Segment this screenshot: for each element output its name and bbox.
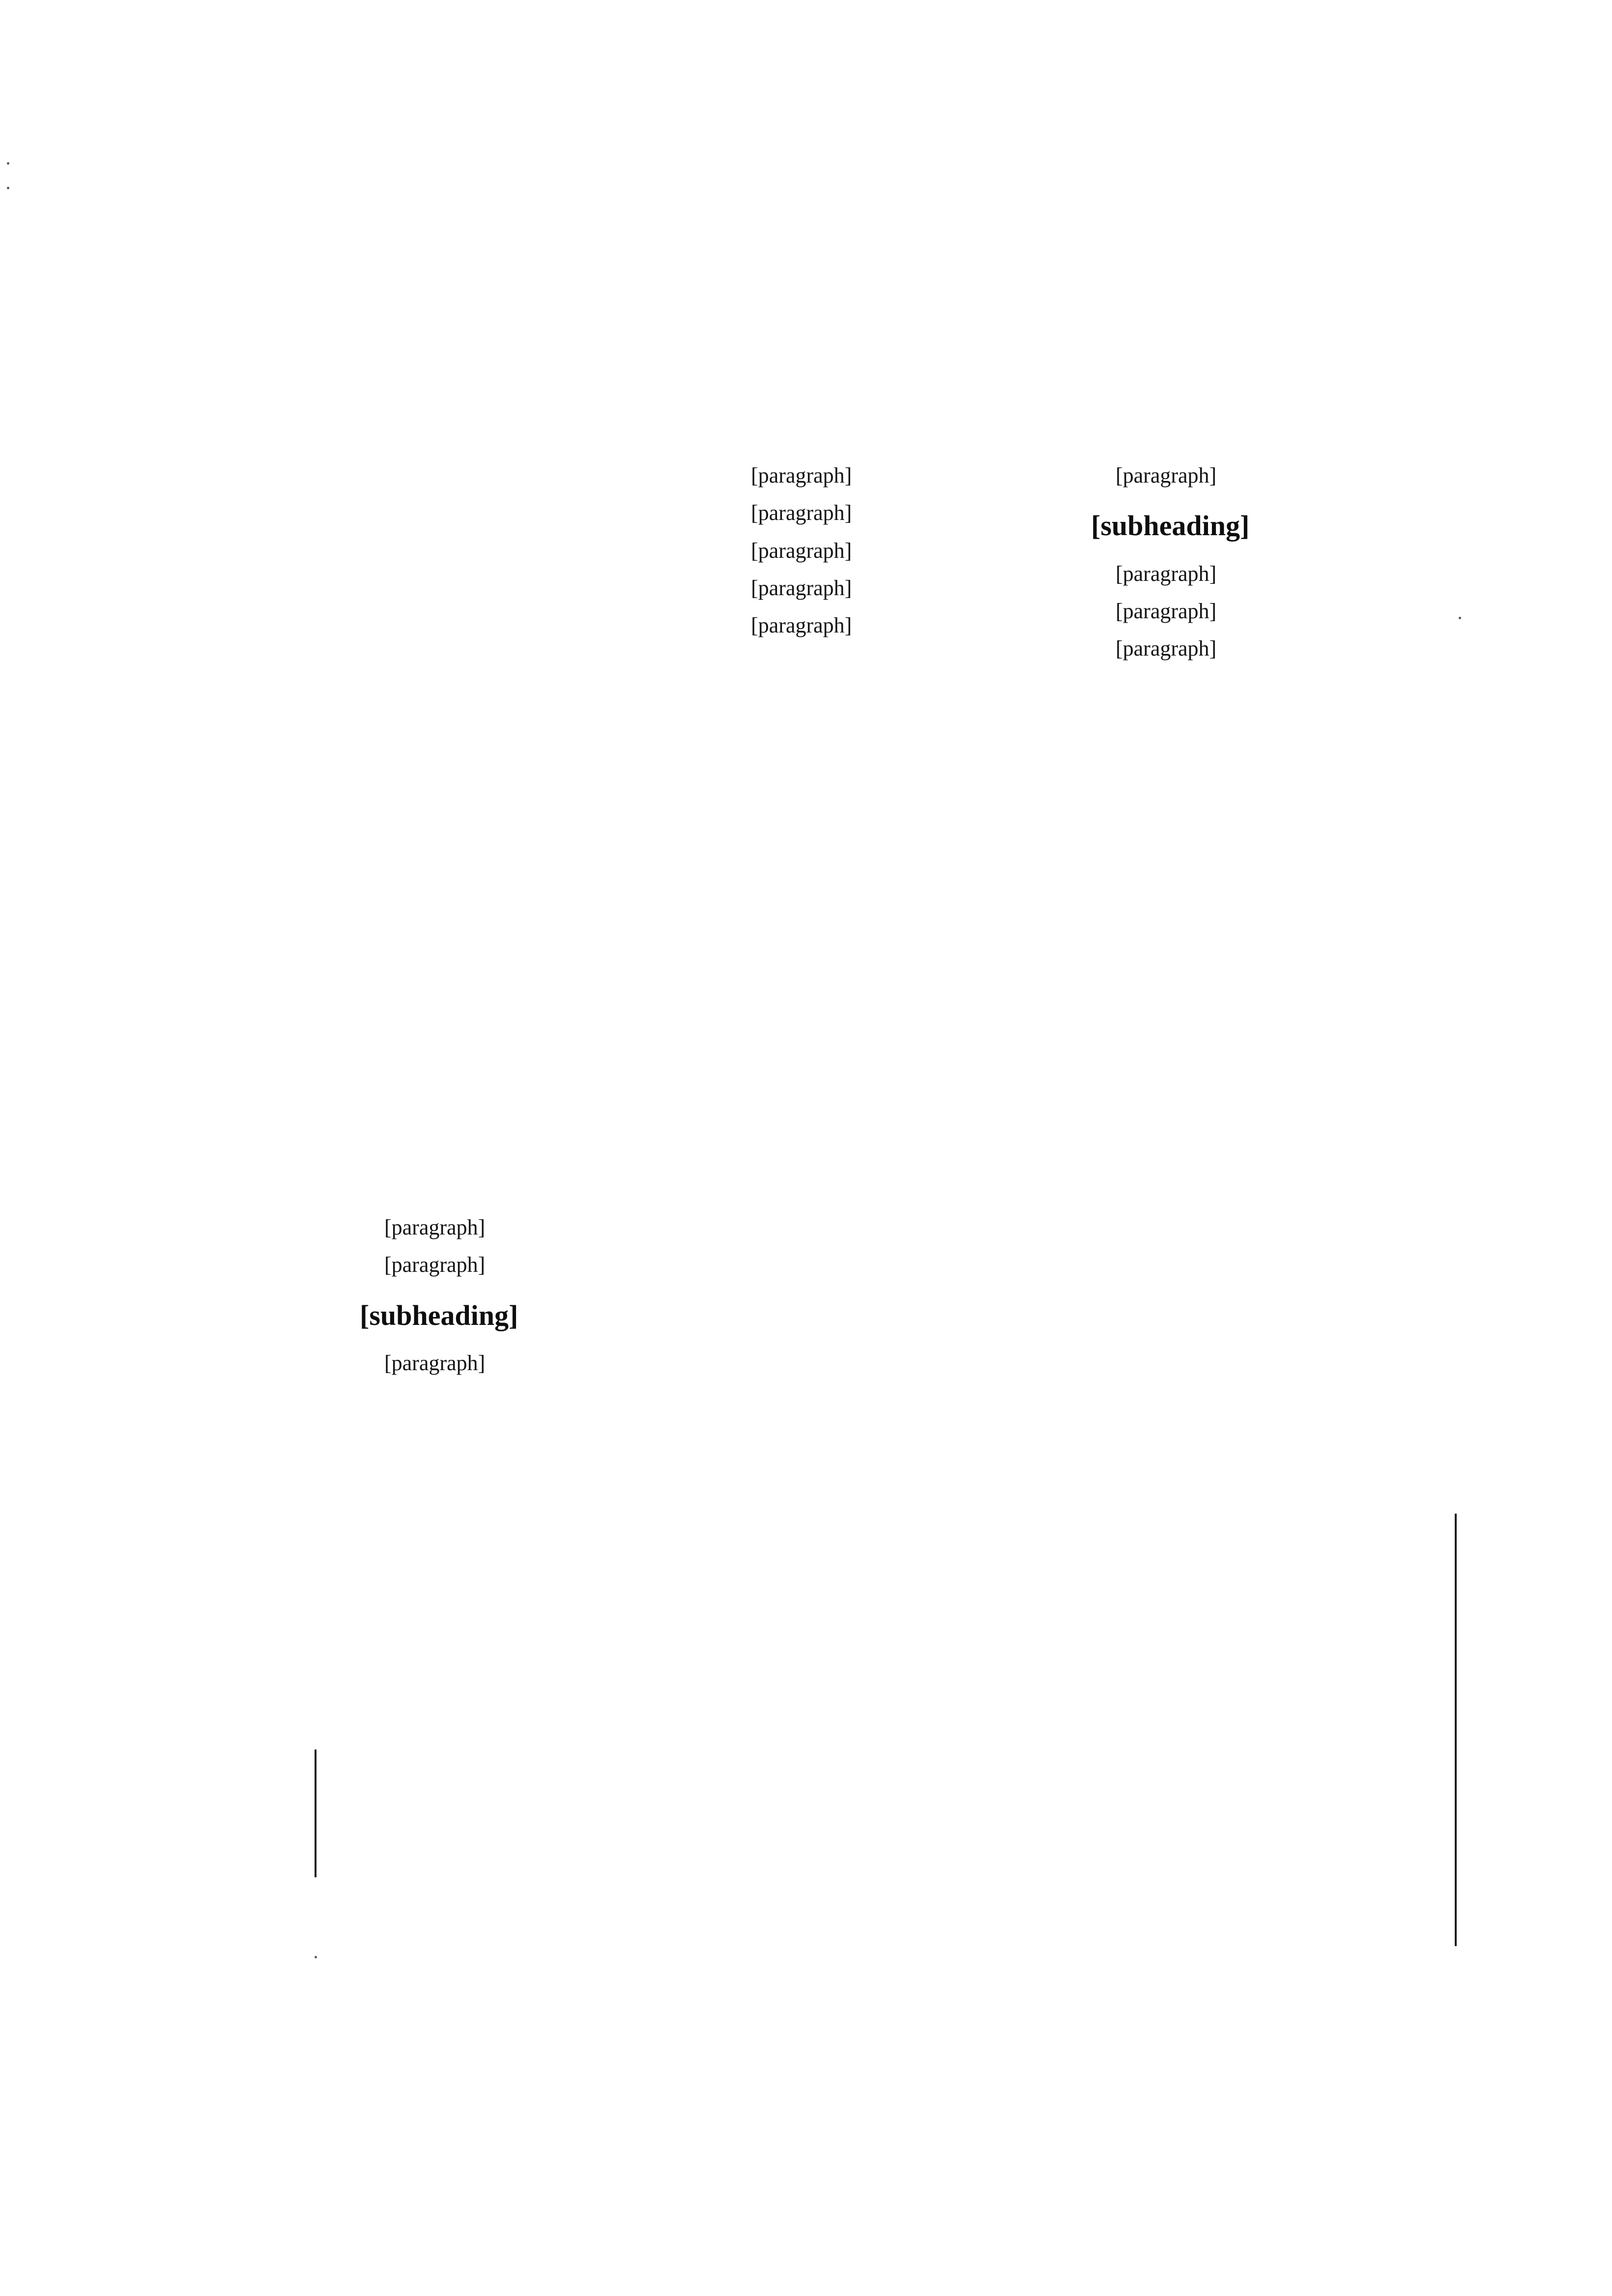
paragraph: [paragraph] [751,613,852,638]
paragraph: [paragraph] [1116,463,1217,488]
paragraph: [paragraph] [751,501,852,525]
scan-speck [1459,617,1461,619]
paragraph: [paragraph] [384,1350,486,1375]
scan-speck [315,1956,317,1958]
paragraph: [paragraph] [1116,561,1217,586]
paragraph: [paragraph] [1116,636,1217,661]
paragraph: [paragraph] [751,538,852,563]
article-column-middle [726,462,1065,1912]
article-column-left [360,1214,694,1951]
column-rule-right [1455,1514,1457,1946]
paragraph: [paragraph] [751,575,852,600]
scan-speck [7,187,9,189]
paragraph: [paragraph] [1116,599,1217,623]
paragraph: [paragraph] [751,463,852,488]
scan-speck [7,162,9,165]
section-heading: [subheading] [1091,510,1250,542]
paragraph: [paragraph] [384,1215,486,1239]
column-rule-left [315,1750,317,1877]
article-column-right [1091,462,1435,1912]
paragraph: [paragraph] [384,1253,486,1277]
section-heading: [subheading] [360,1299,518,1331]
